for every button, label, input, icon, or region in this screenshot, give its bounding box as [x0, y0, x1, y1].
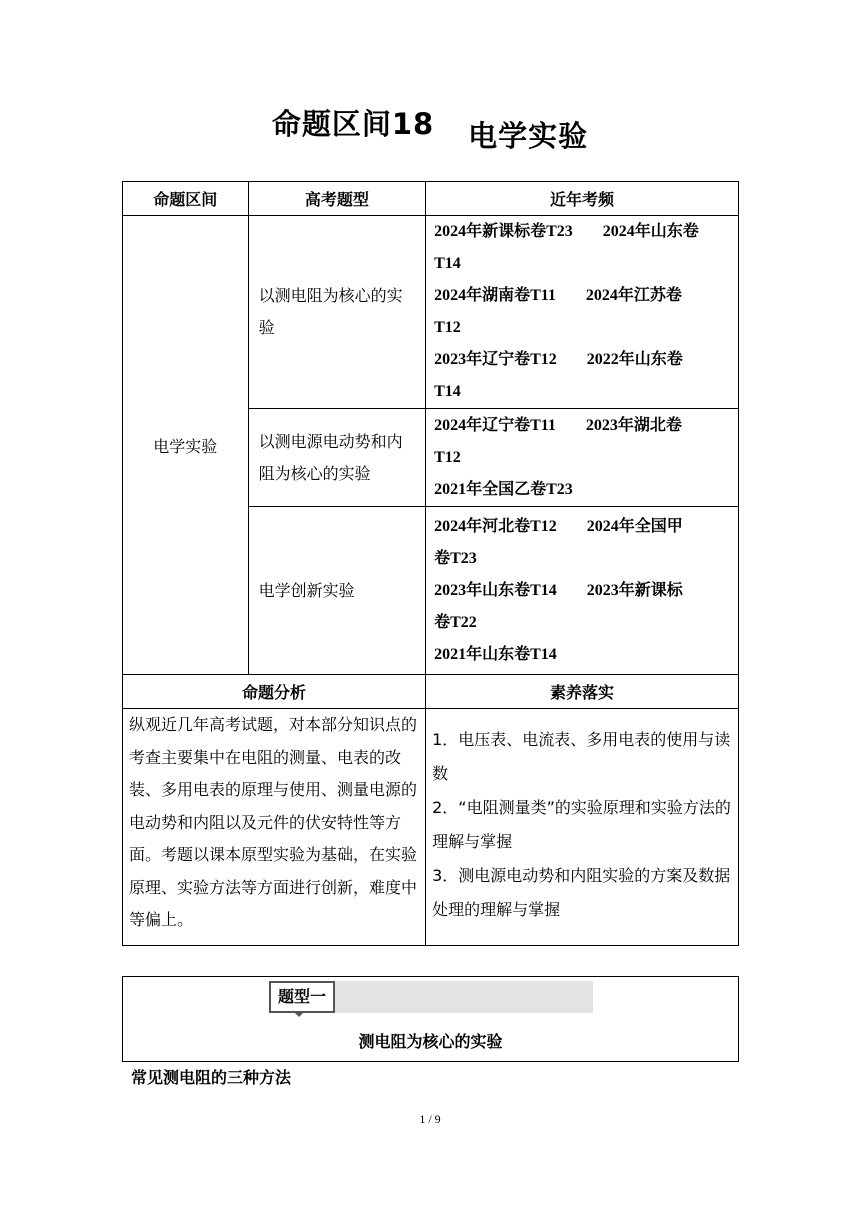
header-cell-literacy: 素养落实 — [426, 675, 739, 709]
header-cell-analysis: 命题分析 — [123, 675, 426, 709]
header-cell-interval: 命题区间 — [123, 182, 249, 216]
overview-table — [122, 181, 739, 946]
title-part2: 电学实验 — [468, 119, 589, 153]
literacy-point: 1．电压表、电流表、多用电表的使用与读数 — [432, 730, 731, 783]
question-type-badge: 题型一 — [269, 981, 335, 1013]
literacy-point: 2．“电阻测量类”的实验原理和实验方法的理解与掌握 — [432, 798, 731, 851]
type-cell-resistance: 以测电阻为核心的实验 — [248, 216, 425, 409]
badge-pointer-icon — [293, 1011, 305, 1017]
header-cell-frequency: 近年考频 — [426, 182, 739, 216]
question-type-label: 测电阻为核心的实验 — [358, 1032, 503, 1051]
title-part1: 命题区间18 — [271, 107, 435, 141]
question-type-box — [122, 976, 739, 1062]
literacy-cell — [426, 709, 739, 946]
page-number: 1 / 9 — [419, 1112, 441, 1126]
category-cell: 电学实验 — [123, 216, 249, 675]
literacy-point: 3．测电源电动势和内阻实验的方案及数据处理的理解与掌握 — [432, 866, 731, 919]
analysis-cell: 纵观近几年高考试题，对本部分知识点的考查主要集中在电阻的测量、电表的改装、多用电表的原理与使用、测量电源的电动势和内阻以及元件的伏安特性等方面。考题以课本原型实验为基础，在实验原理、实验方法等方面进行创新，难度中等偏上。 — [123, 709, 426, 946]
type-cell-innovation: 电学创新实验 — [248, 507, 425, 675]
header-cell-type: 高考题型 — [248, 182, 425, 216]
freq-cell-resistance: 2024年新课标卷T23 2024年山东卷 T14 2024年湖南卷T11 2024年江苏卷 T12 2023年辽宁卷T12 2022年山东卷 T14 — [426, 216, 739, 409]
page-title — [0, 107, 860, 153]
subheading: 常见测电阻的三种方法 — [131, 1068, 292, 1087]
header-bar — [335, 981, 593, 1013]
type-cell-emf: 以测电源电动势和内阻为核心的实验 — [248, 409, 425, 507]
freq-cell-innovation: 2024年河北卷T12 2024年全国甲 卷T23 2023年山东卷T14 2023年新课标 卷T22 2021年山东卷T14 — [426, 507, 739, 675]
freq-cell-emf: 2024年辽宁卷T11 2023年湖北卷 T12 2021年全国乙卷T23 — [426, 409, 739, 507]
